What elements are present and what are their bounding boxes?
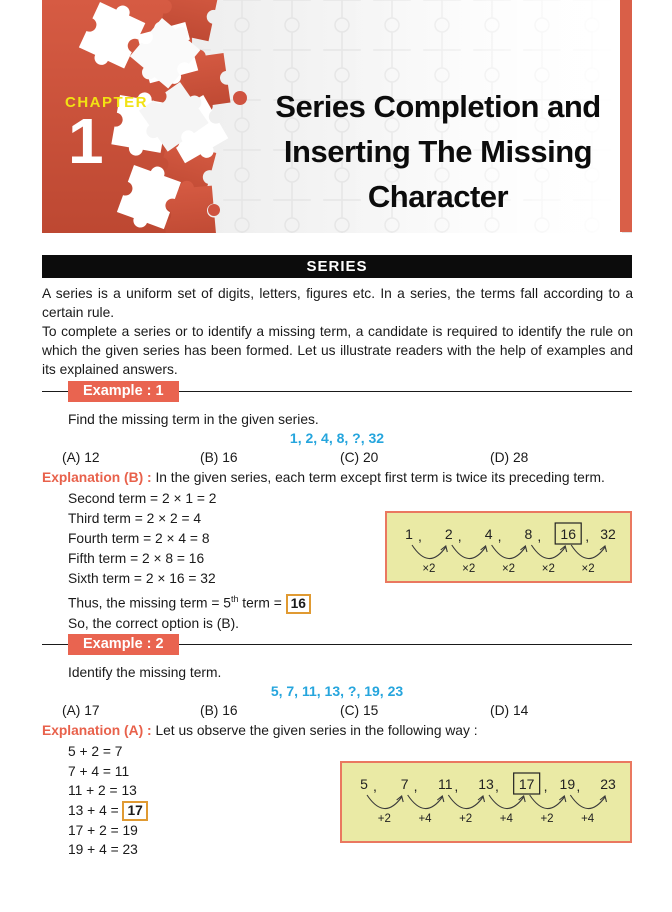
svg-text:+2: +2	[377, 813, 391, 825]
step-line: 7 + 4 = 11	[68, 763, 130, 779]
answer-box: 17	[122, 801, 147, 821]
svg-text:32: 32	[600, 526, 616, 542]
example-1-options	[42, 450, 632, 465]
example-1-explanation	[42, 470, 632, 485]
chapter-number: 1	[68, 105, 104, 177]
chapter-title-line1: Series Completion and	[275, 89, 601, 124]
svg-text:19: 19	[559, 776, 576, 792]
option-c: (C) 20	[340, 450, 379, 465]
step-line: Second term = 2 × 1 = 2	[68, 491, 217, 506]
svg-text:16: 16	[560, 526, 576, 542]
conclusion-mid: term =	[238, 595, 286, 611]
chapter-title-line3: Character	[367, 179, 509, 214]
example-1-block	[42, 381, 632, 634]
svg-text:,: ,	[543, 778, 548, 794]
svg-text:11: 11	[438, 776, 453, 792]
conclusion-prefix: Thus, the missing term = 5	[68, 595, 231, 611]
explanation-text: In the given series, each term except first term is twice its preceding term.	[151, 470, 605, 485]
svg-text:5: 5	[360, 776, 368, 792]
svg-text:2: 2	[444, 526, 453, 542]
svg-text:+2: +2	[459, 813, 473, 825]
explanation-label: Explanation (B) :	[42, 470, 152, 485]
ordinal-superscript: th	[230, 594, 239, 604]
svg-text:8: 8	[524, 526, 533, 542]
chapter-header-banner	[42, 0, 632, 233]
step-line: Sixth term = 2 × 16 = 32	[68, 571, 216, 586]
svg-text:+4: +4	[581, 813, 595, 825]
svg-text:,: ,	[418, 528, 422, 544]
svg-text:,: ,	[454, 778, 459, 794]
chapter-label: CHAPTER	[65, 94, 149, 111]
final-line: So, the correct option is (B).	[68, 615, 239, 631]
svg-text:1: 1	[405, 526, 413, 542]
example-2-label: Example : 2	[68, 634, 179, 655]
example-2-explanation	[42, 723, 632, 738]
step-line: 19 + 4 = 23	[68, 842, 138, 857]
svg-text:×2: ×2	[462, 563, 476, 575]
example-1-label: Example : 1	[68, 381, 179, 402]
svg-text:4: 4	[484, 526, 493, 542]
svg-text:,: ,	[585, 528, 590, 544]
step-line: Fourth term = 2 × 4 = 8	[68, 531, 210, 546]
step-line: 5 + 2 = 7	[68, 744, 123, 759]
step-line: 17 + 2 = 19	[68, 822, 138, 838]
svg-text:,: ,	[495, 778, 499, 794]
series-arc-diagram-2	[340, 761, 632, 843]
svg-text:17: 17	[518, 776, 535, 792]
option-a: (A) 12	[62, 450, 100, 465]
svg-text:,: ,	[413, 778, 418, 794]
option-d: (D) 28	[490, 450, 529, 465]
example-2-block	[42, 634, 632, 860]
option-b: (B) 16	[200, 703, 238, 718]
series-arc-diagram-1	[385, 511, 632, 583]
explanation-text: Let us observe the given series in the following way :	[151, 723, 478, 738]
section-title-bar: SERIES	[42, 255, 632, 278]
boxed-step-prefix: 13 + 4 =	[68, 802, 123, 818]
example-2-header	[42, 634, 632, 656]
answer-box: 16	[286, 594, 311, 614]
chapter-title	[242, 84, 634, 219]
svg-text:,: ,	[457, 528, 462, 544]
svg-text:,: ,	[576, 778, 581, 794]
example-1-series: 1, 2, 4, 8, ?, 32	[289, 430, 385, 446]
svg-text:×2: ×2	[422, 563, 436, 575]
option-b: (B) 16	[200, 450, 238, 465]
option-a: (A) 17	[62, 703, 100, 718]
example-1-header	[42, 381, 632, 403]
example-2-options	[42, 703, 632, 718]
step-line: Third term = 2 × 2 = 4	[68, 511, 202, 526]
option-d: (D) 14	[490, 703, 529, 718]
option-c: (C) 15	[340, 703, 379, 718]
svg-text:,: ,	[537, 528, 542, 544]
svg-text:+4: +4	[418, 813, 432, 825]
explanation-label: Explanation (A) :	[42, 723, 152, 738]
intro-text	[42, 284, 633, 379]
svg-text:+2: +2	[540, 813, 554, 825]
example-1-question: Find the missing term in the given series.	[68, 412, 319, 427]
conclusion-line	[68, 589, 632, 614]
svg-text:×2: ×2	[541, 563, 555, 575]
svg-text:+4: +4	[499, 813, 513, 825]
intro-paragraph-1: A series is a uniform set of digits, letters, figures etc. In a series, the terms fall according to a certain rule.	[42, 286, 633, 320]
svg-text:,: ,	[373, 778, 377, 794]
svg-text:13: 13	[478, 776, 494, 792]
svg-text:×2: ×2	[581, 563, 595, 575]
step-line: 11 + 2 = 13	[68, 783, 137, 798]
step-line: Fifth term = 2 × 8 = 16	[68, 551, 205, 566]
svg-text:23: 23	[600, 776, 616, 792]
chapter-title-line2: Inserting The Missing	[283, 134, 593, 169]
example-2-series: 5, 7, 11, 13, ?, 19, 23	[270, 683, 404, 699]
svg-text:7: 7	[400, 776, 409, 792]
svg-text:,: ,	[497, 528, 502, 544]
example-2-question: Identify the missing term.	[68, 665, 222, 680]
svg-text:×2: ×2	[501, 563, 516, 575]
intro-paragraph-2: To complete a series or to identify a missing term, a candidate is required to identify the rule on which the given series has been formed. Let us illustrate readers with the help of examples and its explained answers.	[42, 324, 633, 377]
